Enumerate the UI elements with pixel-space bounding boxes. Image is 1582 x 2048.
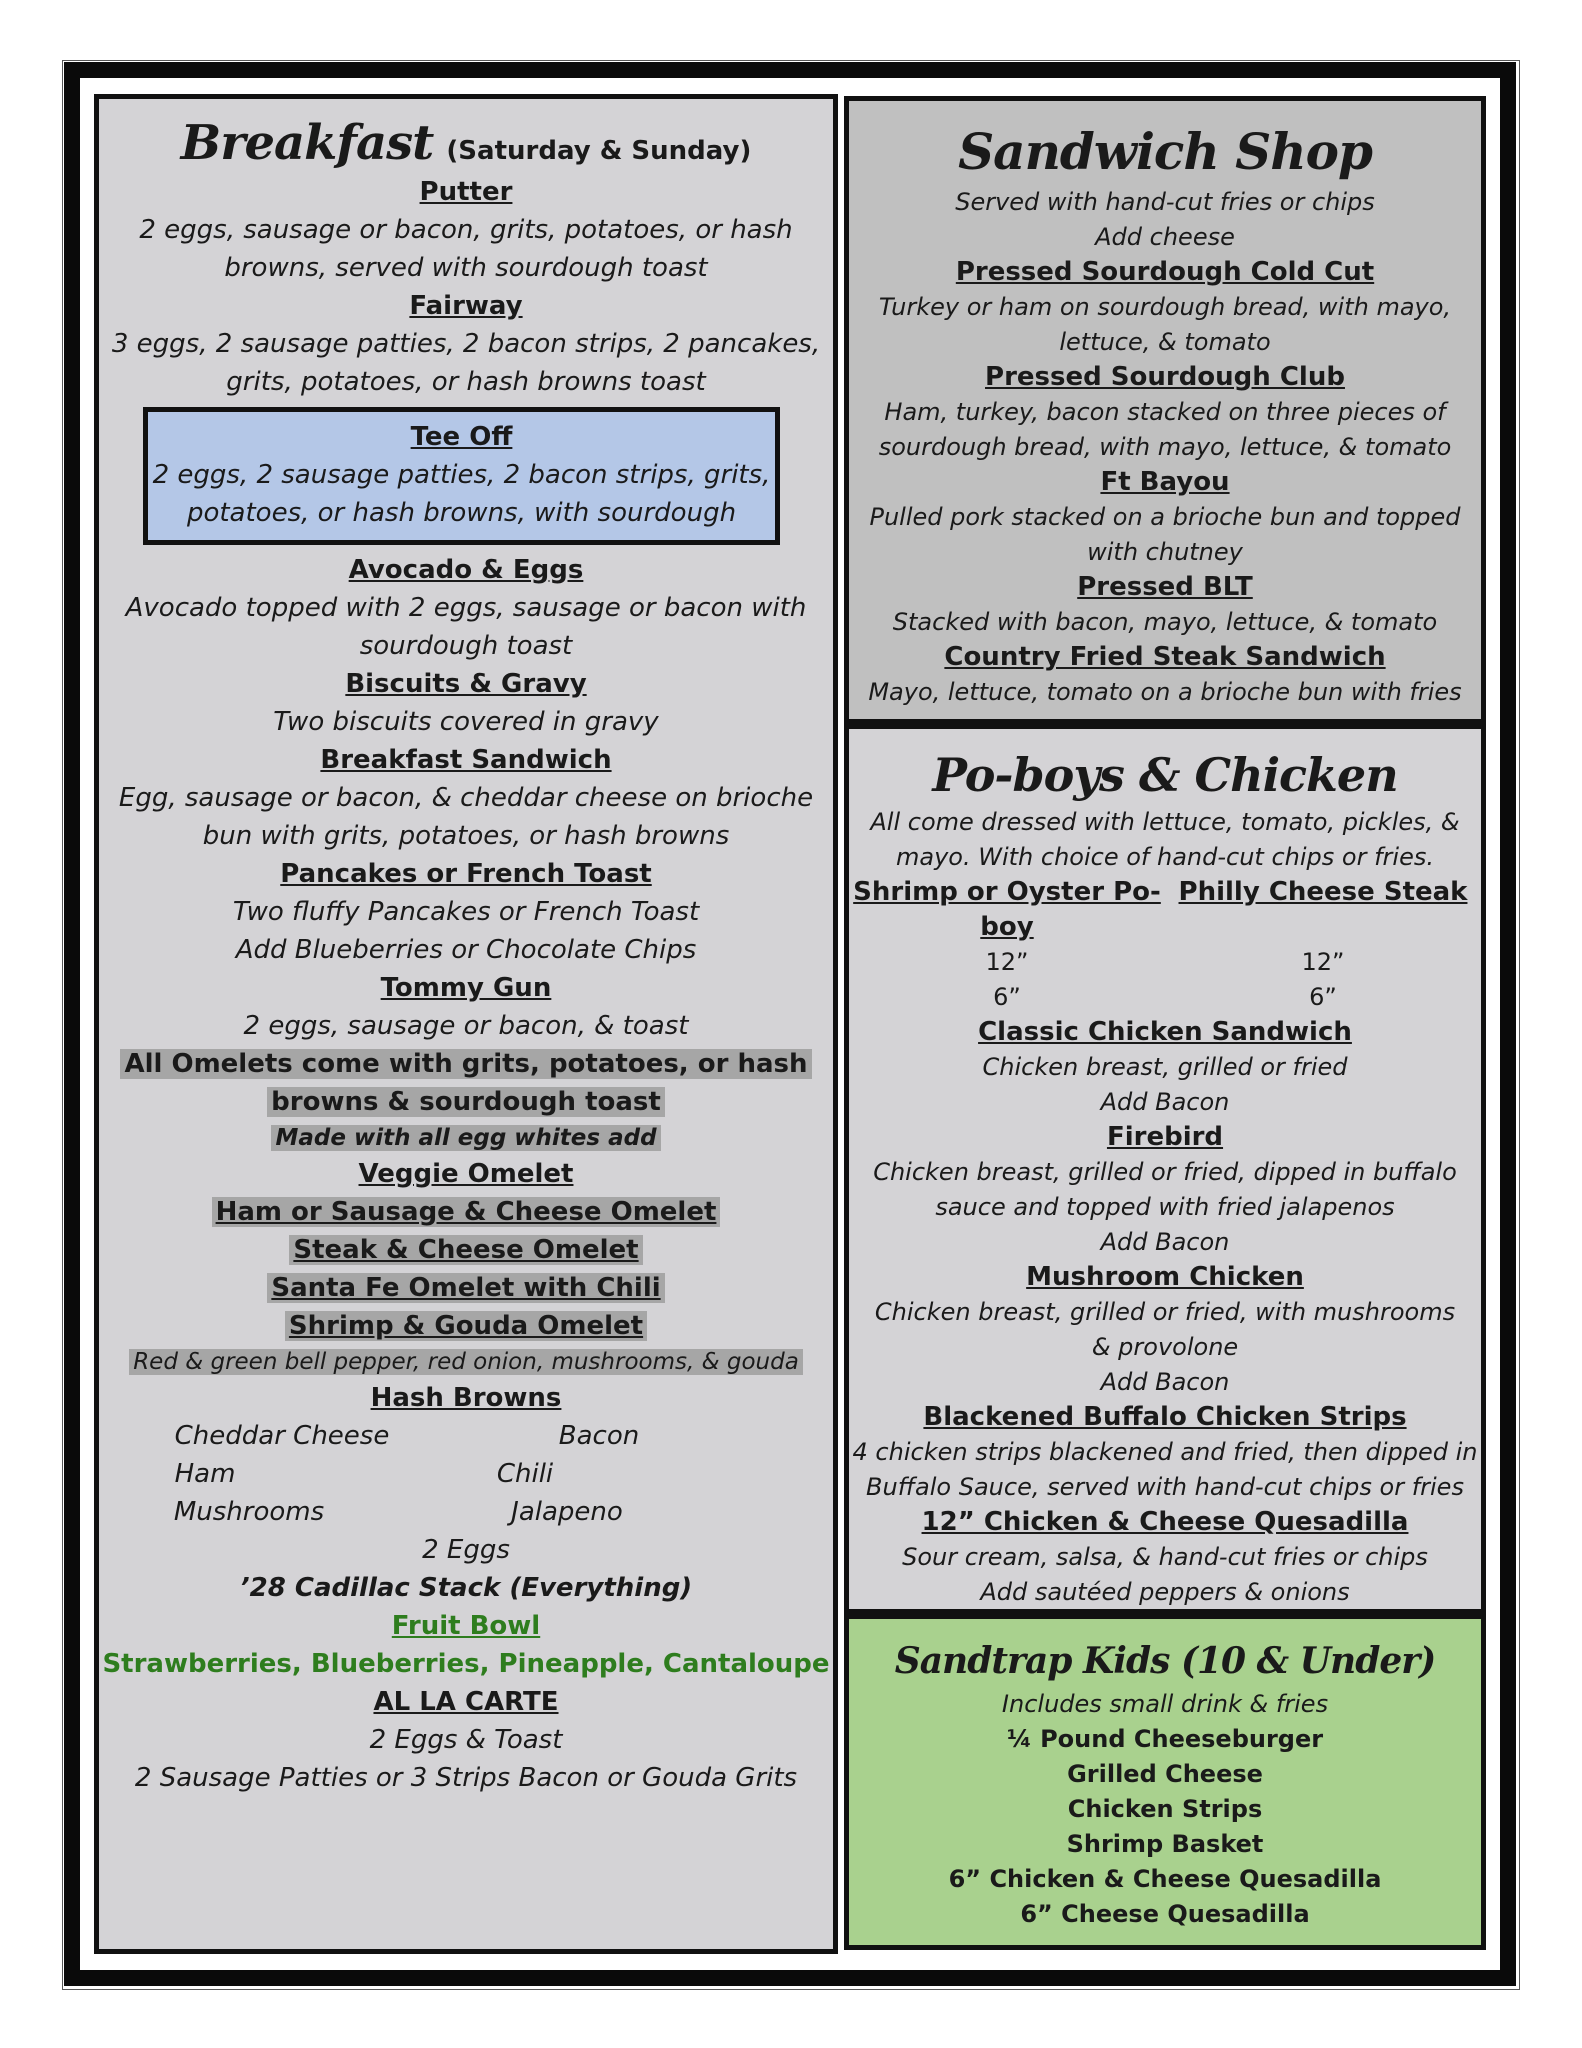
omelet-row xyxy=(99,1269,833,1307)
omelet-row xyxy=(99,1193,833,1231)
hash-topping: Chili xyxy=(496,1459,554,1489)
poboy-header-row xyxy=(849,875,1481,945)
item-name: Tommy Gun xyxy=(380,973,552,1003)
kids-item: Grilled Cheese xyxy=(1067,1760,1263,1788)
item-name: Firebird xyxy=(1106,1122,1224,1152)
item-desc: Two biscuits covered in gravy xyxy=(273,707,659,737)
omelet-desc-text: Red & green bell pepper, red onion, mushrooms, & gouda xyxy=(129,1349,803,1375)
item-desc: 2 eggs, sausage or bacon, & toast xyxy=(243,1011,689,1041)
item-desc: grits, potatoes, or hash browns toast xyxy=(226,367,706,397)
breakfast-title: Breakfast xyxy=(180,115,434,171)
item-name: Blackened Buffalo Chicken Strips xyxy=(923,1402,1407,1432)
sandwich-shop-title: Sandwich Shop xyxy=(958,122,1372,181)
hash-topping: Cheddar Cheese xyxy=(174,1421,390,1451)
fruit-bowl-name: Fruit Bowl xyxy=(391,1611,541,1641)
item-desc: 2 Sausage Patties or 3 Strips Bacon or Gouda Grits xyxy=(134,1763,798,1793)
item-name: 12” Chicken & Cheese Quesadilla xyxy=(921,1507,1409,1537)
hash-topping: Jalapeno xyxy=(511,1497,623,1527)
item-name: Pressed Sourdough Cold Cut xyxy=(955,257,1375,287)
kids-item: Chicken Strips xyxy=(1067,1795,1263,1823)
item-desc: Turkey or ham on sourdough bread, with mayo, xyxy=(878,293,1452,321)
item-name: Classic Chicken Sandwich xyxy=(978,1017,1352,1047)
hash-topping: Ham xyxy=(174,1459,236,1489)
poboys-panel xyxy=(844,724,1486,1614)
hash-topping: Mushrooms xyxy=(173,1497,325,1527)
item-desc: browns, served with sourdough toast xyxy=(224,253,708,283)
item-name: AL LA CARTE xyxy=(373,1687,559,1717)
egg-whites-note xyxy=(99,1121,833,1155)
omelet-note-text: browns & sourdough toast xyxy=(267,1087,665,1117)
item-desc: Ham, turkey, bacon stacked on three pieces of xyxy=(884,398,1446,426)
item-desc: Buffalo Sauce, served with hand-cut chips or fries xyxy=(866,1473,1464,1501)
omelet-note xyxy=(99,1045,833,1083)
omelet-name: Veggie Omelet xyxy=(358,1159,574,1189)
omelet-name: Shrimp & Gouda Omelet xyxy=(285,1311,647,1341)
item-desc: Chicken breast, grilled or fried xyxy=(982,1053,1348,1081)
item-desc: sourdough toast xyxy=(359,631,573,661)
item-name: Ft Bayou xyxy=(1100,467,1230,497)
item-desc: Stacked with bacon, mayo, lettuce, & tomato xyxy=(892,608,1438,636)
size-label: 6” xyxy=(993,983,1021,1011)
item-name: Mushroom Chicken xyxy=(1026,1262,1304,1292)
item-desc: Chicken breast, grilled or fried, with mushrooms xyxy=(874,1298,1456,1326)
item-addon: Add Bacon xyxy=(1100,1228,1230,1256)
item-desc: 3 eggs, 2 sausage patties, 2 bacon strips, 2 pancakes, xyxy=(111,329,821,359)
item-desc: Avocado topped with 2 eggs, sausage or bacon with xyxy=(125,593,807,623)
item-desc: 2 eggs, sausage or bacon, grits, potatoes, or hash xyxy=(139,215,793,245)
sandwich-shop-panel xyxy=(844,96,1486,724)
section-intro: mayo. With choice of hand-cut chips or fries. xyxy=(896,843,1434,871)
section-intro: Add cheese xyxy=(1095,223,1235,251)
kids-item: ¼ Pound Cheeseburger xyxy=(1006,1725,1324,1753)
item-desc: Mayo, lettuce, tomato on a brioche bun with fries xyxy=(868,678,1462,706)
cadillac-stack: ’28 Cadillac Stack (Everything) xyxy=(239,1573,693,1603)
breakfast-header xyxy=(99,113,833,173)
item-desc: 4 chicken strips blackened and fried, then dipped in xyxy=(852,1438,1478,1466)
item-name: Country Fried Steak Sandwich xyxy=(944,642,1386,672)
fruit-bowl-desc: Strawberries, Blueberries, Pineapple, Cantaloupe xyxy=(102,1649,830,1679)
item-desc: 2 eggs, 2 sausage patties, 2 bacon strips, grits, xyxy=(152,460,771,490)
item-name: Shrimp or Oyster Po-boy xyxy=(853,877,1161,942)
item-desc: sauce and topped with fried jalapenos xyxy=(935,1193,1395,1221)
kids-item: 6” Cheese Quesadilla xyxy=(1020,1900,1310,1928)
omelet-desc xyxy=(99,1345,833,1379)
item-desc: & provolone xyxy=(1091,1333,1239,1361)
omelet-note-text: All Omelets come with grits, potatoes, or hash xyxy=(120,1049,811,1079)
item-desc: lettuce, & tomato xyxy=(1059,328,1271,356)
item-name: Putter xyxy=(419,177,513,207)
size-label: 12” xyxy=(1301,948,1345,976)
item-name: Pancakes or French Toast xyxy=(280,859,652,889)
item-name: Avocado & Eggs xyxy=(348,555,584,585)
item-desc: with chutney xyxy=(1087,538,1243,566)
omelet-row xyxy=(99,1231,833,1269)
poboy-size-row xyxy=(849,945,1481,980)
item-desc: Two fluffy Pancakes or French Toast xyxy=(232,897,700,927)
breakfast-panel xyxy=(94,94,838,1954)
poboys-title: Po-boys & Chicken xyxy=(932,748,1398,802)
item-name: Pressed Sourdough Club xyxy=(985,362,1345,392)
kids-item: 6” Chicken & Cheese Quesadilla xyxy=(948,1865,1382,1893)
item-name: Fairway xyxy=(409,291,523,321)
item-desc: bun with grits, potatoes, or hash browns xyxy=(202,821,730,851)
item-name: Pressed BLT xyxy=(1077,572,1253,602)
item-name: Philly Cheese Steak xyxy=(1178,877,1468,907)
item-desc: Pulled pork stacked on a brioche bun and topped xyxy=(869,503,1461,531)
item-desc: sourdough bread, with mayo, lettuce, & tomato xyxy=(878,433,1452,461)
item-desc: 2 Eggs xyxy=(422,1535,510,1565)
item-addon: Add Bacon xyxy=(1100,1368,1230,1396)
item-desc: Chicken breast, grilled or fried, dipped in buffalo xyxy=(873,1158,1457,1186)
item-desc: Sour cream, salsa, & hand-cut fries or chips xyxy=(902,1543,1428,1571)
size-label: 12” xyxy=(985,948,1029,976)
item-name: Biscuits & Gravy xyxy=(345,669,587,699)
item-addon: Add Bacon xyxy=(1100,1088,1230,1116)
item-name: Tee Off xyxy=(410,422,513,452)
hash-browns-row xyxy=(99,1493,833,1531)
kids-panel xyxy=(844,1614,1486,1950)
kids-title: Sandtrap Kids (10 & Under) xyxy=(894,1640,1436,1682)
hash-browns-row xyxy=(99,1417,833,1455)
hash-browns-row xyxy=(99,1455,833,1493)
hash-topping: Bacon xyxy=(558,1421,640,1451)
omelet-name: Steak & Cheese Omelet xyxy=(289,1235,642,1265)
section-intro: Served with hand-cut fries or chips xyxy=(955,188,1375,216)
item-desc: 2 Eggs & Toast xyxy=(369,1725,563,1755)
breakfast-subtitle: (Saturday & Sunday) xyxy=(446,136,752,166)
omelet-note xyxy=(99,1083,833,1121)
item-desc: Egg, sausage or bacon, & cheddar cheese on brioche xyxy=(118,783,814,813)
omelet-row xyxy=(99,1307,833,1345)
tee-off-box xyxy=(143,407,780,545)
section-intro: Includes small drink & fries xyxy=(1001,1690,1329,1718)
kids-item: Shrimp Basket xyxy=(1066,1830,1264,1858)
egg-whites-text: Made with all egg whites add xyxy=(271,1125,660,1151)
item-name: Hash Browns xyxy=(370,1383,562,1413)
omelet-name: Santa Fe Omelet with Chili xyxy=(267,1273,664,1303)
omelet-name: Ham or Sausage & Cheese Omelet xyxy=(212,1197,721,1227)
section-intro: All come dressed with lettuce, tomato, pickles, & xyxy=(870,808,1460,836)
poboy-size-row xyxy=(849,980,1481,1015)
item-name: Breakfast Sandwich xyxy=(320,745,612,775)
item-desc: potatoes, or hash browns, with sourdough xyxy=(186,498,737,528)
size-label: 6” xyxy=(1309,983,1337,1011)
item-desc: Add sautéed peppers & onions xyxy=(980,1578,1350,1606)
item-desc: Add Blueberries or Chocolate Chips xyxy=(235,935,697,965)
